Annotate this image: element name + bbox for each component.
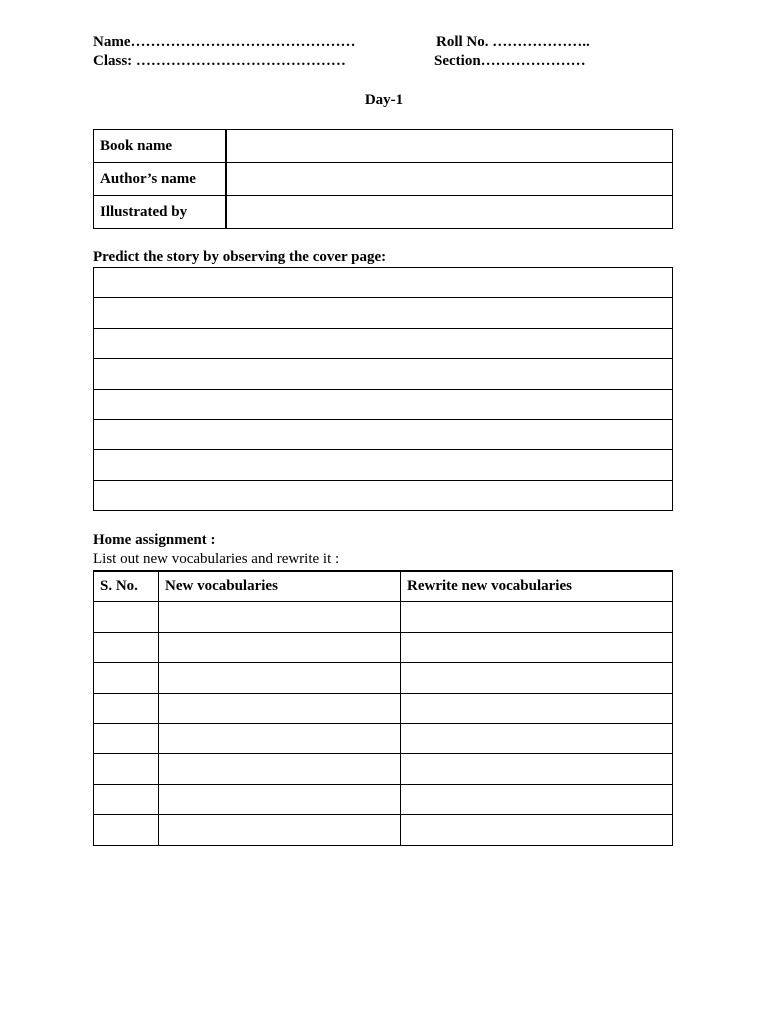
rewrite-vocabulary-cell — [401, 784, 673, 814]
vocabulary-table — [93, 570, 673, 846]
name-field: Name……………………………………… — [93, 34, 356, 50]
table-row — [94, 602, 673, 632]
sno-cell — [94, 754, 159, 784]
rewrite-vocabulary-cell — [401, 815, 673, 845]
writing-line-cell — [94, 419, 673, 449]
rewrite-vocabulary-cell — [401, 663, 673, 693]
column-header-rewrite-vocabularies: Rewrite new vocabularies — [401, 571, 673, 602]
table-row — [94, 723, 673, 753]
rewrite-vocabulary-cell — [401, 693, 673, 723]
new-vocabulary-cell — [159, 663, 401, 693]
home-assignment-label: Home assignment : — [93, 532, 216, 548]
section-field: Section………………… — [434, 53, 586, 69]
new-vocabulary-cell — [159, 723, 401, 753]
new-vocabulary-cell — [159, 784, 401, 814]
illustrated-by-value — [226, 196, 673, 229]
writing-line-cell — [94, 359, 673, 389]
book-name-label: Book name — [94, 130, 227, 163]
author-name-label: Author’s name — [94, 163, 227, 196]
writing-line-row — [94, 328, 673, 358]
writing-line-cell — [94, 450, 673, 480]
class-field: Class: …………………………………… — [93, 53, 346, 69]
table-row — [94, 754, 673, 784]
vocabulary-instruction: List out new vocabularies and rewrite it : — [93, 551, 340, 567]
writing-line-row — [94, 298, 673, 328]
table-row — [94, 693, 673, 723]
writing-line-cell — [94, 480, 673, 510]
sno-cell — [94, 602, 159, 632]
sno-cell — [94, 663, 159, 693]
writing-line-row — [94, 450, 673, 480]
predict-story-label: Predict the story by observing the cover page: — [93, 249, 387, 265]
sno-cell — [94, 632, 159, 662]
sno-cell — [94, 815, 159, 845]
rewrite-vocabulary-cell — [401, 754, 673, 784]
rewrite-vocabulary-cell — [401, 602, 673, 632]
writing-line-row — [94, 268, 673, 298]
sno-cell — [94, 723, 159, 753]
table-row — [94, 663, 673, 693]
book-info-table — [93, 129, 673, 229]
table-row — [94, 815, 673, 845]
writing-line-row — [94, 419, 673, 449]
author-name-value — [226, 163, 673, 196]
new-vocabulary-cell — [159, 693, 401, 723]
writing-line-cell — [94, 328, 673, 358]
writing-line-cell — [94, 298, 673, 328]
sno-cell — [94, 693, 159, 723]
new-vocabulary-cell — [159, 754, 401, 784]
new-vocabulary-cell — [159, 632, 401, 662]
table-row — [94, 632, 673, 662]
rewrite-vocabulary-cell — [401, 632, 673, 662]
table-row — [94, 130, 673, 163]
writing-line-row — [94, 389, 673, 419]
writing-line-cell — [94, 389, 673, 419]
day-title: Day-1 — [364, 92, 404, 108]
new-vocabulary-cell — [159, 815, 401, 845]
rewrite-vocabulary-cell — [401, 723, 673, 753]
new-vocabulary-cell — [159, 602, 401, 632]
table-row — [94, 784, 673, 814]
table-row — [94, 196, 673, 229]
column-header-new-vocabularies: New vocabularies — [159, 571, 401, 602]
sno-cell — [94, 784, 159, 814]
writing-line-row — [94, 480, 673, 510]
writing-line-row — [94, 359, 673, 389]
table-row — [94, 163, 673, 196]
roll-number-field: Roll No. ……………….. — [436, 34, 590, 50]
predict-story-table — [93, 267, 673, 511]
column-header-sno: S. No. — [94, 571, 159, 602]
book-name-value — [226, 130, 673, 163]
illustrated-by-label: Illustrated by — [94, 196, 227, 229]
writing-line-cell — [94, 268, 673, 298]
table-header-row — [94, 571, 673, 602]
